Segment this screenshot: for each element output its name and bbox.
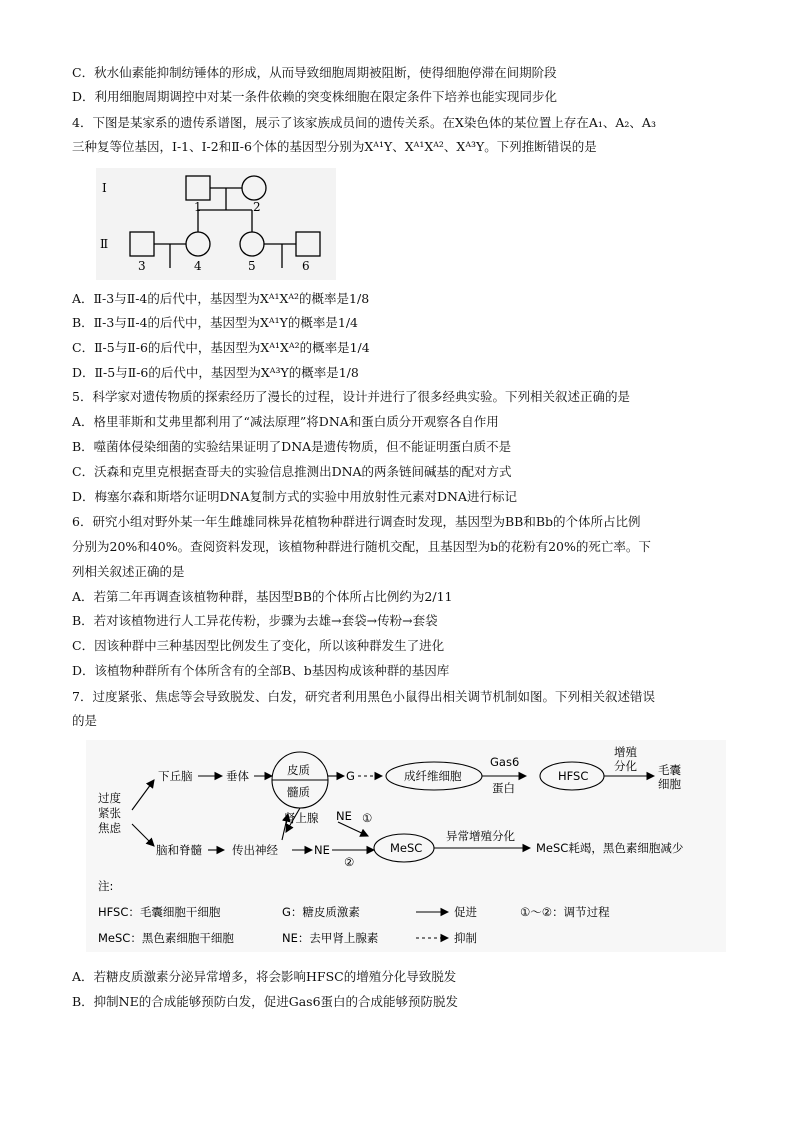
pedigree-individual-5	[240, 232, 264, 256]
option-q6-a: A．若第二年再调查该植物种群，基因型BB的个体所占比例约为2/11	[72, 589, 453, 604]
proliferation-label-2: 分化	[614, 759, 637, 773]
option-q4-b: B．Ⅱ-3与Ⅱ-4的后代中，基因型为Xᴬ¹Y的概率是1/4	[72, 315, 358, 330]
option-q5-b: B．噬菌体侵染细菌的实验结果证明了DNA是遗传物质，但不能证明蛋白质不是	[72, 439, 512, 454]
pedigree-individual-1	[186, 176, 210, 200]
abnormal-differentiation-label: 异常增殖分化	[446, 829, 515, 843]
pedigree-id-1: 1	[194, 200, 202, 214]
note-title: 注:	[98, 879, 114, 893]
stressor-label-2: 紧张	[98, 806, 121, 820]
hypothalamus-label: 下丘脑	[158, 769, 193, 783]
stressor-label-1: 过度	[98, 791, 121, 805]
pedigree-diagram	[96, 168, 336, 280]
option-q6-b: B．若对该植物进行人工异花传粉，步骤为去雄→套袋→传粉→套袋	[72, 613, 438, 628]
option-q3-c: C．秋水仙素能抑制纺锤体的形成，从而导致细胞周期被阻断，使得细胞停滞在间期阶段	[72, 65, 557, 80]
adrenal-label: 肾上腺	[284, 811, 319, 825]
process-2-label: ②	[344, 855, 355, 869]
pedigree-individual-3	[130, 232, 154, 256]
cortex-label: 皮质	[287, 763, 310, 777]
question-7-stem-2: 的是	[72, 713, 98, 728]
question-4-stem-2: 三种复等位基因，I-1、I-2和Ⅱ-6个体的基因型分别为Xᴬ¹Y、Xᴬ¹Xᴬ²、Xᴬ³Y。下列推断错误的是	[72, 139, 597, 154]
question-6-stem-3: 列相关叙述正确的是	[72, 564, 185, 579]
legend-process: ①～②：调节过程	[520, 905, 610, 919]
legend-ne: NE：去甲肾上腺素	[282, 931, 379, 945]
mesc-label: MeSC	[390, 841, 423, 855]
gas6-label-2: 蛋白	[492, 781, 515, 795]
regulation-flow-diagram	[86, 740, 726, 952]
pedigree-id-4: 4	[194, 259, 202, 273]
glucocorticoid-label: G	[346, 769, 355, 783]
legend-mesc: MeSC：黑色素细胞干细胞	[98, 931, 234, 945]
efferent-nerve-label: 传出神经	[232, 843, 278, 857]
question-6-stem-2: 分别为20%和40%。查阅资料发现，该植物种群进行随机交配，且基因型为b的花粉有20%的死亡率。下	[72, 539, 651, 554]
pedigree-id-2: 2	[253, 200, 261, 214]
follicle-label-1: 毛囊	[658, 763, 681, 777]
ne-label-upper: NE	[336, 809, 352, 823]
option-q4-d: D．Ⅱ-5与Ⅱ-6的后代中，基因型为Xᴬ³Y的概率是1/8	[72, 365, 359, 380]
option-q7-b: B．抑制NE的合成能够预防白发，促进Gas6蛋白的合成能够预防脱发	[72, 994, 459, 1009]
option-q6-c: C．因该种群中三种基因型比例发生了变化，所以该种群发生了进化	[72, 638, 445, 653]
option-q5-c: C．沃森和克里克根据查哥夫的实验信息推测出DNA的两条链间碱基的配对方式	[72, 464, 512, 479]
brain-spinal-label: 脑和脊髓	[156, 843, 202, 857]
stressor-label-3: 焦虑	[98, 821, 121, 835]
pedigree-id-3: 3	[138, 259, 146, 273]
option-q6-d: D．该植物种群所有个体所含有的全部B、b基因构成该种群的基因库	[72, 663, 450, 678]
hfsc-label: HFSC	[558, 769, 589, 783]
pedigree-individual-4	[186, 232, 210, 256]
option-q5-a: A．格里菲斯和艾弗里都利用了“减法原理”将DNA和蛋白质分开观察各自作用	[72, 414, 499, 429]
pedigree-individual-6	[296, 232, 320, 256]
legend-g: G：糖皮质激素	[282, 905, 360, 919]
option-q3-d: D．利用细胞周期调控中对某一条件依赖的突变株细胞在限定条件下培养也能实现同步化	[72, 89, 558, 104]
pedigree-id-6: 6	[302, 259, 310, 273]
pituitary-label: 垂体	[226, 769, 249, 783]
proliferation-label-1: 增殖	[614, 745, 637, 759]
question-5-stem: 5．科学家对遗传物质的探索经历了漫长的过程，设计并进行了很多经典实验。下列相关叙述正确的是	[72, 389, 630, 404]
gas6-label-1: Gas6	[490, 755, 520, 769]
generation-label-2: Ⅱ	[100, 237, 109, 251]
question-7-stem-1: 7．过度紧张、焦虑等会导致脱发、白发，研究者利用黑色小鼠得出相关调节机制如图。下列相关叙述错误	[72, 689, 655, 704]
generation-label-1: I	[102, 181, 107, 195]
option-q4-a: A．Ⅱ-3与Ⅱ-4的后代中，基因型为Xᴬ¹Xᴬ²的概率是1/8	[72, 291, 370, 306]
medulla-label: 髓质	[287, 785, 310, 799]
question-6-stem-1: 6．研究小组对野外某一年生雌雄同株异花植物种群进行调查时发现，基因型为BB和Bb的个体所占比例	[72, 514, 641, 529]
process-1-label: ①	[362, 811, 373, 825]
ne-label-lower: NE	[314, 843, 330, 857]
pedigree-id-5: 5	[248, 259, 256, 273]
question-4-stem-1: 4．下图是某家系的遗传系谱图，展示了该家族成员间的遗传关系。在X染色体的某位置上存在A₁、A₂、A₃	[72, 115, 656, 130]
legend-promote: 促进	[454, 905, 477, 919]
pedigree-individual-2	[242, 176, 266, 200]
legend-inhibit: 抑制	[454, 931, 477, 945]
option-q4-c: C．Ⅱ-5与Ⅱ-6的后代中，基因型为Xᴬ¹Xᴬ²的概率是1/4	[72, 340, 370, 355]
legend-hfsc: HFSC：毛囊细胞干细胞	[98, 905, 221, 919]
fibroblast-label: 成纤维细胞	[404, 769, 462, 783]
follicle-label-2: 细胞	[658, 777, 681, 791]
mesc-result-label: MeSC耗竭，黑色素细胞减少	[536, 841, 684, 855]
option-q7-a: A．若糖皮质激素分泌异常增多，将会影响HFSC的增殖分化导致脱发	[72, 969, 457, 984]
option-q5-d: D．梅塞尔森和斯塔尔证明DNA复制方式的实验中用放射性元素对DNA进行标记	[72, 489, 517, 504]
